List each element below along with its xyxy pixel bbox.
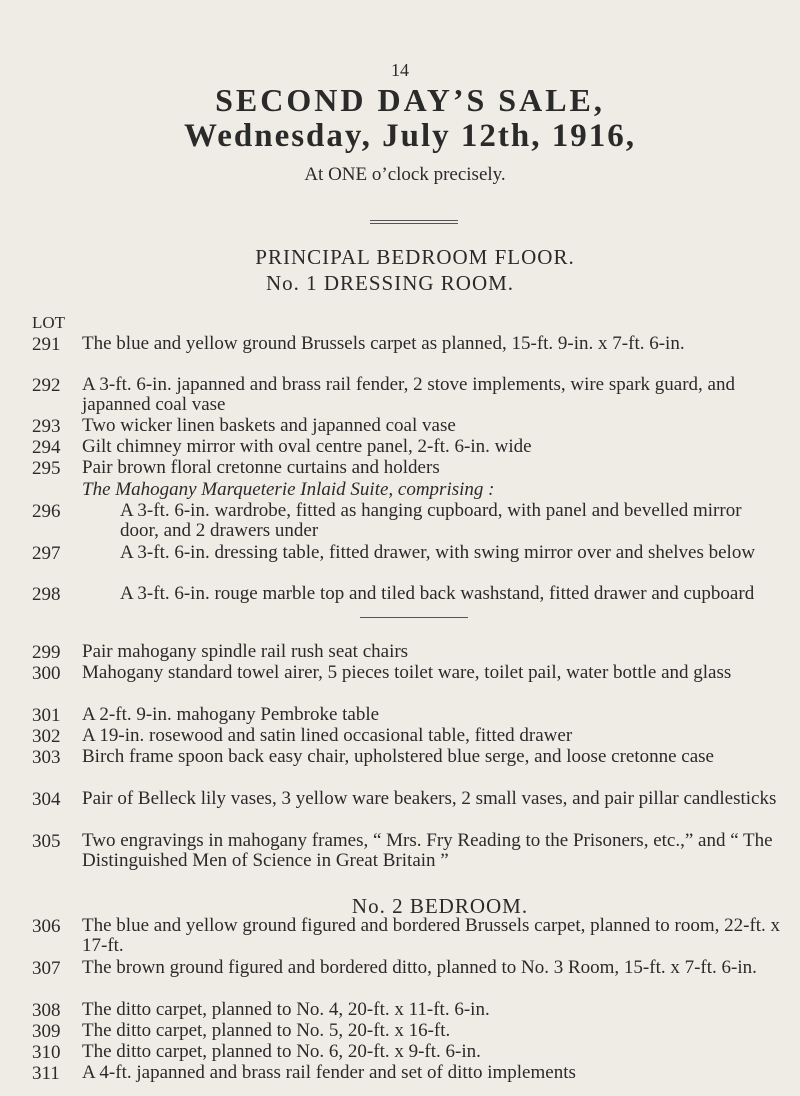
lot-number: 303 bbox=[32, 747, 61, 768]
floor-heading: PRINCIPAL BEDROOM FLOOR. bbox=[255, 245, 575, 269]
lot-number: 307 bbox=[32, 958, 61, 979]
lot-number: 311 bbox=[32, 1063, 60, 1084]
sale-title: SECOND DAY’S SALE, bbox=[215, 82, 605, 118]
lot-number: 297 bbox=[32, 543, 61, 564]
lot-number: 306 bbox=[32, 916, 61, 937]
lot-description: The blue and yellow ground figured and bordered Brussels carpet, planned to room, 22-ft. x 17-ft. bbox=[82, 915, 781, 956]
lot-description: Birch frame spoon back easy chair, upholstered blue serge, and loose cretonne case bbox=[82, 746, 714, 767]
lot-number: 291 bbox=[32, 334, 61, 355]
lot-description: A 19-in. rosewood and satin lined occasional table, fitted drawer bbox=[82, 725, 573, 746]
lot-description: The ditto carpet, planned to No. 4, 20-ft. x 11-ft. 6-in. bbox=[82, 999, 490, 1020]
lot-column-header: LOT bbox=[32, 313, 66, 332]
lot-description: A 2-ft. 9-in. mahogany Pembroke table bbox=[82, 704, 380, 725]
lot-description: The blue and yellow ground Brussels carpet as planned, 15-ft. 9-in. x 7-ft. 6-in. bbox=[82, 333, 685, 354]
lot-number: 299 bbox=[32, 642, 61, 663]
room-heading-2: No. 2 BEDROOM. bbox=[351, 894, 529, 918]
lot-number: 302 bbox=[32, 726, 61, 747]
lot-number: 300 bbox=[32, 663, 61, 684]
lot-description: Mahogany standard towel airer, 5 pieces toilet ware, toilet pail, water bottle and glass bbox=[82, 662, 732, 683]
lot-number: 295 bbox=[32, 458, 61, 479]
room-heading: No. 1 DRESSING ROOM. bbox=[265, 271, 515, 295]
lot-number: 296 bbox=[32, 501, 61, 522]
lot-description: Pair of Belleck lily vases, 3 yellow ware beakers, 2 small vases, and pair pillar candlesticks bbox=[82, 788, 777, 809]
lot-description: The ditto carpet, planned to No. 6, 20-ft. x 9-ft. 6-in. bbox=[82, 1041, 481, 1062]
lot-description: A 4-ft. japanned and brass rail fender and set of ditto implements bbox=[82, 1062, 576, 1083]
lot-description: The brown ground figured and bordered ditto, planned to No. 3 Room, 15-ft. x 7-ft. 6-in. bbox=[82, 957, 757, 978]
lot-description: A 3-ft. 6-in. japanned and brass rail fender, 2 stove implements, wire spark guard, and japanned coal vase bbox=[82, 374, 735, 415]
sale-time: At ONE o’clock precisely. bbox=[304, 164, 506, 185]
lot-number: 304 bbox=[32, 789, 61, 810]
lot-number: 309 bbox=[32, 1021, 61, 1042]
lot-description: Pair brown floral cretonne curtains and holders bbox=[82, 457, 440, 478]
lot-description: Gilt chimney mirror with oval centre panel, 2-ft. 6-in. wide bbox=[82, 436, 532, 457]
lot-description: Pair mahogany spindle rail rush seat chairs bbox=[82, 641, 409, 662]
lot-number: 305 bbox=[32, 831, 61, 852]
lot-description: A 3-ft. 6-in. wardrobe, fitted as hanging cupboard, with panel and bevelled mirror door, and 2 drawers under bbox=[120, 500, 742, 541]
double-rule-divider bbox=[370, 220, 458, 224]
lot-description: A 3-ft. 6-in. dressing table, fitted drawer, with swing mirror over and shelves below bbox=[120, 542, 756, 563]
lot-number: 293 bbox=[32, 416, 61, 437]
lot-number: 298 bbox=[32, 584, 61, 605]
lot-number: 310 bbox=[32, 1042, 61, 1063]
page-number: 14 bbox=[391, 60, 409, 80]
lot-description: Two engravings in mahogany frames, “ Mrs. Fry Reading to the Prisoners, etc.,” and “ The Distinguished Men of Science in Great Britain ” bbox=[82, 830, 773, 871]
lot-number: 292 bbox=[32, 375, 61, 396]
lot-description: The ditto carpet, planned to No. 5, 20-ft. x 16-ft. bbox=[82, 1020, 451, 1041]
lot-description: Two wicker linen baskets and japanned coal vase bbox=[82, 415, 456, 436]
lot-number: 308 bbox=[32, 1000, 61, 1021]
lot-number: 294 bbox=[32, 437, 61, 458]
suite-intro: The Mahogany Marqueterie Inlaid Suite, comprising : bbox=[82, 479, 495, 500]
section-divider bbox=[360, 617, 468, 618]
lot-description: A 3-ft. 6-in. rouge marble top and tiled back washstand, fitted drawer and cupboard bbox=[120, 583, 755, 604]
lot-number: 301 bbox=[32, 705, 61, 726]
sale-date: Wednesday, July 12th, 1916, bbox=[184, 118, 636, 154]
